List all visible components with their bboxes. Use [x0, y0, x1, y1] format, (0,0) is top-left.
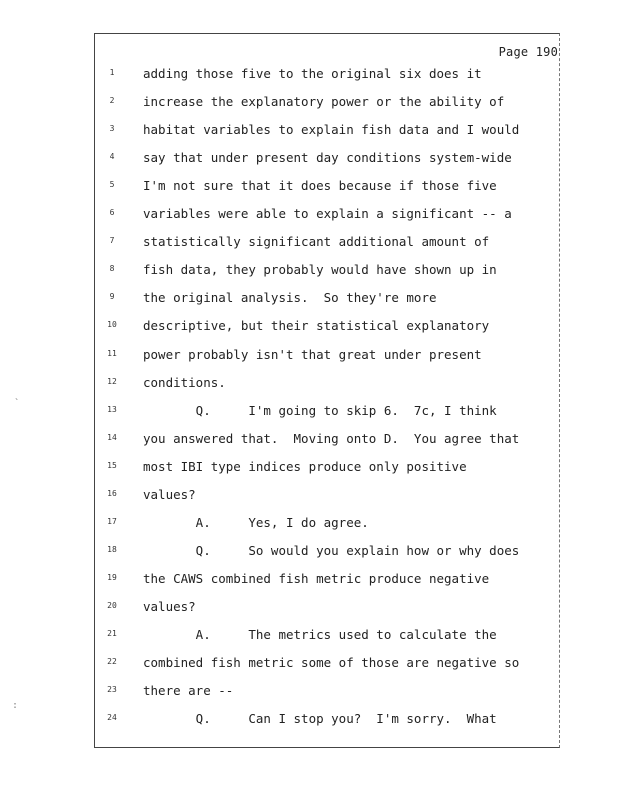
transcript-line [0, 64, 618, 84]
line-number: 18 [107, 544, 117, 554]
transcript-line [0, 513, 618, 533]
transcript-line [0, 681, 618, 701]
line-text: say that under present day conditions system-wide [143, 150, 512, 166]
line-number: 24 [107, 713, 117, 723]
line-text: statistically significant additional amount of [143, 234, 490, 250]
line-text: variables were able to explain a significant -- a [143, 206, 512, 222]
line-number: 21 [107, 629, 117, 638]
line-text: power probably isn't that great under present [143, 346, 482, 362]
page-number-header: Page 190 [498, 45, 558, 59]
transcript-line [0, 260, 618, 280]
line-number: 19 [107, 572, 117, 582]
transcript-line [0, 625, 618, 645]
line-number: 2 [109, 96, 115, 106]
line-number: 9 [109, 292, 115, 302]
transcript-line [0, 120, 618, 140]
transcript-line [0, 232, 618, 252]
line-number: 14 [107, 432, 117, 442]
line-number: 15 [107, 460, 117, 470]
transcript-line [0, 345, 618, 365]
transcript-line [0, 316, 618, 336]
line-text: there are -- [143, 683, 234, 699]
transcript-line [0, 597, 618, 617]
line-text: conditions. [143, 374, 226, 390]
transcript-line [0, 92, 618, 112]
line-number: 12 [107, 376, 117, 386]
transcript-line [0, 148, 618, 168]
transcript-line [0, 204, 618, 224]
transcript-line [0, 485, 618, 505]
line-number: 5 [109, 180, 115, 190]
line-number: 11 [107, 348, 117, 358]
line-number: 16 [107, 488, 117, 498]
transcript-line [0, 176, 618, 196]
transcript-line [0, 569, 618, 589]
line-text: Q. Can I stop you? I'm sorry. What [143, 711, 497, 727]
line-text: values? [143, 598, 196, 614]
line-number: 23 [107, 685, 117, 695]
transcript-line [0, 541, 618, 561]
line-number: 7 [109, 236, 115, 246]
scan-speck: ` [14, 398, 21, 409]
line-text: I'm not sure that it does because if those five [143, 178, 497, 194]
line-number: 6 [109, 208, 115, 218]
line-number: 10 [107, 320, 117, 330]
transcript-line [0, 401, 618, 421]
line-text: A. The metrics used to calculate the [143, 627, 497, 642]
line-text: values? [143, 486, 196, 502]
line-text: the CAWS combined fish metric produce negative [143, 570, 490, 586]
transcript-line [0, 653, 618, 673]
line-text: Q. I'm going to skip 6. 7c, I think [143, 402, 497, 418]
line-text: combined fish metric some of those are negative so [143, 655, 520, 671]
line-text: Q. So would you explain how or why does [143, 542, 520, 558]
line-number: 4 [109, 152, 115, 162]
line-text: adding those five to the original six does it [143, 66, 482, 81]
transcript-line [0, 288, 618, 308]
scan-speck: : [12, 700, 19, 711]
line-number: 13 [107, 404, 117, 414]
line-number: 1 [109, 68, 115, 77]
line-number: 8 [109, 264, 115, 274]
line-text: descriptive, but their statistical explanatory [143, 318, 490, 334]
line-number: 22 [107, 657, 117, 667]
transcript-line [0, 373, 618, 393]
transcript-line [0, 709, 618, 729]
line-text: most IBI type indices produce only positive [143, 458, 467, 474]
line-text: the original analysis. So they're more [143, 290, 437, 306]
line-text: increase the explanatory power or the ability of [143, 94, 505, 110]
line-number: 17 [107, 516, 117, 526]
line-text: you answered that. Moving onto D. You agree that [143, 430, 520, 446]
line-text: A. Yes, I do agree. [143, 514, 369, 530]
line-text: fish data, they probably would have shown up in [143, 262, 497, 278]
transcript-line [0, 457, 618, 477]
transcript-line [0, 429, 618, 449]
line-number: 3 [109, 124, 115, 134]
line-number: 20 [107, 600, 117, 610]
line-text: habitat variables to explain fish data and I would [143, 122, 520, 138]
